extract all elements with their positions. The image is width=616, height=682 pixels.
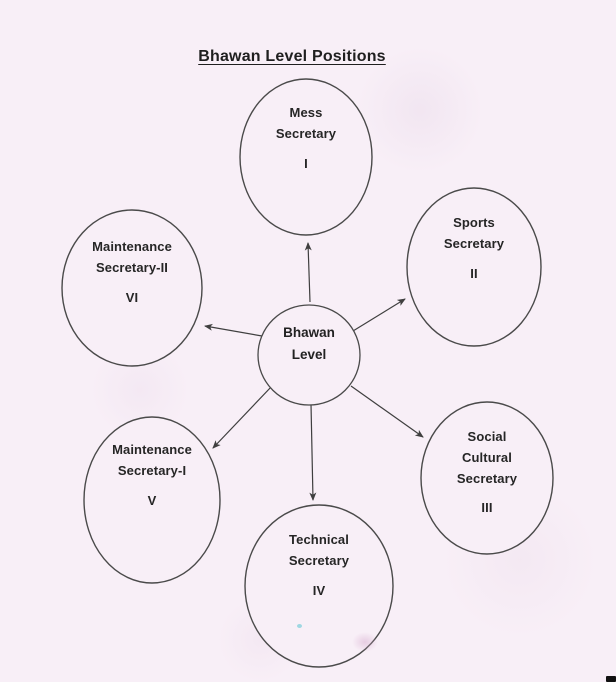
social-cultural-secretary-label	[417, 426, 557, 518]
node-label-line: Maintenance	[92, 239, 172, 254]
node-label-line: Sports	[453, 215, 495, 230]
node-label-line: Secretary	[288, 553, 350, 568]
center-label-line2: Level	[291, 347, 327, 362]
node-label-line: Secretary	[275, 126, 337, 141]
scan-mark-bottom-right	[606, 676, 616, 682]
node-numeral: I	[304, 156, 308, 171]
arrow-center-to-social	[351, 386, 423, 437]
node-numeral: II	[470, 266, 478, 281]
node-label-line: Secretary	[456, 471, 518, 486]
node-label-line: Secretary	[443, 236, 505, 251]
node-numeral: IV	[312, 583, 326, 598]
node-label-line: Mess	[289, 105, 323, 120]
node-label-line: Secretary-I	[117, 463, 187, 478]
node-label-line: Technical	[289, 532, 349, 547]
node-numeral: III	[481, 500, 493, 515]
node-label-line: Cultural	[462, 450, 512, 465]
maintenance-secretary-1-label	[82, 439, 222, 511]
maintenance-secretary-2-label	[62, 236, 202, 308]
scan-speck-cyan	[297, 624, 302, 628]
node-numeral: VI	[125, 290, 139, 305]
node-label-line: Secretary-II	[95, 260, 169, 275]
scan-smudge-pink	[352, 632, 378, 652]
node-numeral: V	[147, 493, 157, 508]
arrow-center-to-mess	[308, 243, 310, 302]
center-label-line1: Bhawan	[283, 325, 335, 340]
mess-secretary-label	[236, 102, 376, 174]
center-node-label	[239, 322, 379, 366]
sports-secretary-label	[404, 212, 544, 284]
arrow-center-to-technical	[311, 404, 313, 500]
node-label-line: Maintenance	[112, 442, 192, 457]
node-label-line: Social	[467, 429, 507, 444]
diagram-title: Bhawan Level Positions	[198, 48, 386, 65]
technical-secretary-label	[249, 529, 389, 601]
